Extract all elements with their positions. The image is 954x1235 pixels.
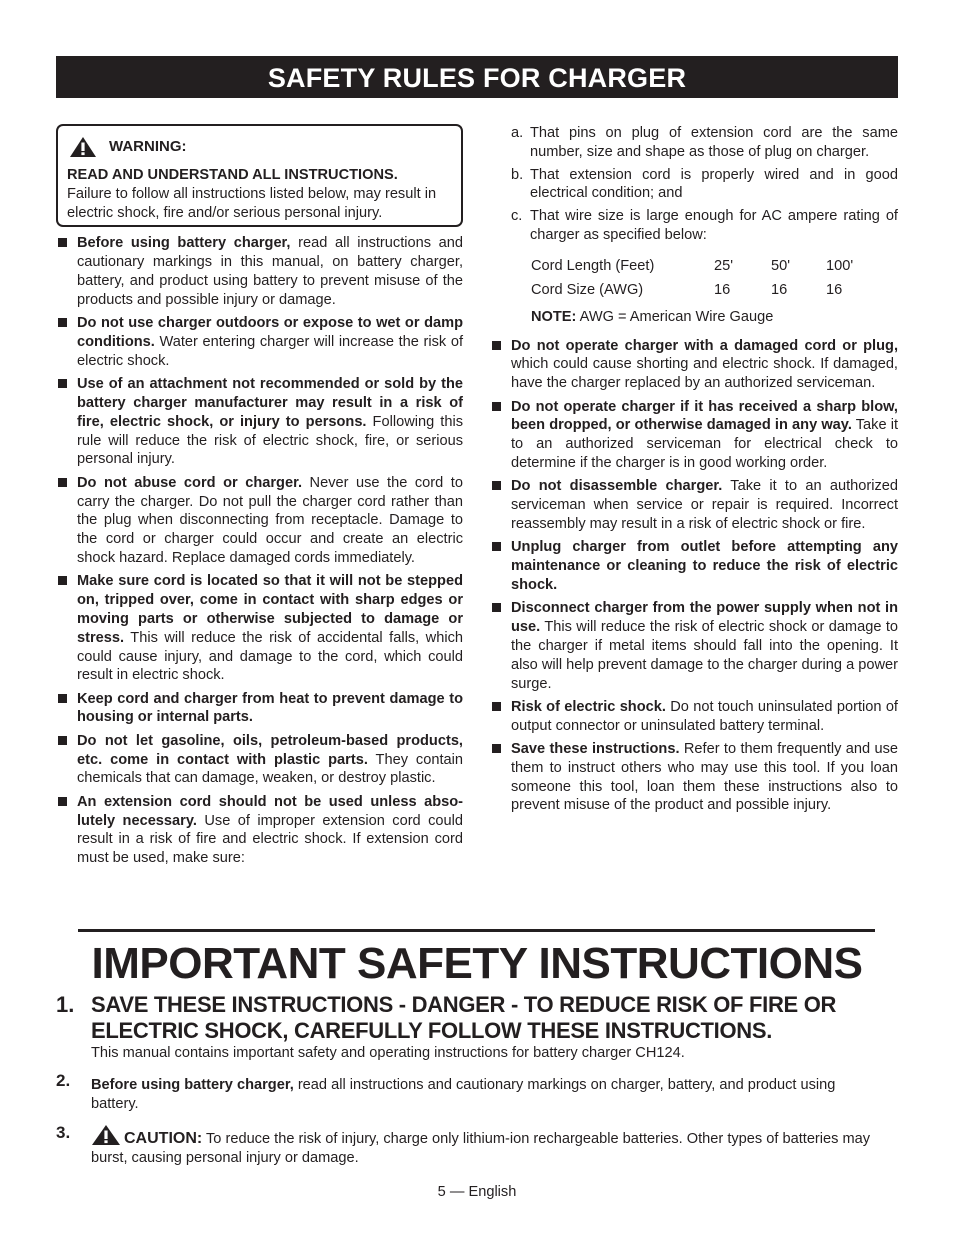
instruction-1	[56, 992, 876, 1063]
rule-text: read all instructions and cautionary markings in this manual, on battery charger, battery, and product using battery to prevent misuse of the products and possible injury or damage.	[77, 235, 463, 308]
warning-body: Failure to follow all instructions listed below, may result in electric shock, fire and/or serious personal injury.	[67, 185, 437, 221]
awg-note	[490, 308, 898, 327]
rule-text: Use of improper extension cord could result in a risk of fire and electric shock. If extension cord must be used, make sure:	[77, 812, 463, 867]
rule-text: Following this rule will reduce the risk of electric shock, fire, or serious personal injury.	[77, 413, 463, 468]
rule-text: They contain chemicals that can damage, weaken, or destroy plastic.	[77, 751, 463, 787]
table-cell: 25'	[714, 257, 734, 274]
rule-item	[56, 314, 463, 370]
rule-item	[56, 375, 463, 469]
square-bullet-icon	[492, 341, 501, 350]
rule-item	[490, 337, 898, 393]
check-text: That extension cord is properly wired and in good electrical condition; and	[530, 166, 898, 202]
check-letter: b.	[511, 166, 524, 183]
square-bullet-icon	[492, 481, 501, 490]
table-cell: 100'	[826, 257, 854, 274]
table-cell: Cord Length (Feet)	[531, 257, 655, 274]
rule-bold: Unplug charger from outlet before attempting any maintenance or cleaning to reduce the risk of electric shock.	[511, 539, 898, 593]
check-letter: c.	[511, 208, 523, 225]
section-title-bar	[56, 56, 898, 98]
caution-label: CAUTION:	[124, 1130, 203, 1147]
warning-lead: READ AND UNDERSTAND ALL INSTRUCTIONS.	[67, 167, 398, 183]
left-rule-list	[56, 234, 463, 868]
rule-bold: Do not let gasoline, oils, petroleum-based products, etc. come in contact with plastic parts.	[77, 732, 463, 768]
square-bullet-icon	[58, 736, 67, 745]
section-divider	[78, 929, 875, 932]
extension-cord-checklist	[490, 124, 898, 245]
square-bullet-icon	[492, 542, 501, 551]
square-bullet-icon	[492, 603, 501, 612]
warning-header	[67, 136, 452, 158]
rule-item	[56, 732, 463, 788]
square-bullet-icon	[492, 702, 501, 711]
table-cell: 16	[771, 281, 788, 298]
square-bullet-icon	[58, 379, 67, 388]
rule-text: Take it to an authorized serviceman when service or repair is required. Incorrect reassembly may result in a risk of electric shock or fire.	[511, 478, 898, 532]
rule-item	[56, 572, 463, 685]
rule-text: This will reduce the risk of electric shock or damage to the charger if metal items should fall into the opening. It also will help prevent damage to the charger during a power surge.	[511, 619, 898, 692]
instruction-bold: Before using battery charger,	[91, 1077, 294, 1093]
check-item	[490, 207, 898, 245]
check-text: That wire size is large enough for AC ampere rating of charger as specified below:	[530, 208, 898, 243]
right-column	[490, 124, 898, 820]
table-cell: Cord Size (AWG)	[531, 281, 644, 298]
table-cell: 16	[826, 281, 843, 298]
rule-item	[490, 477, 898, 533]
page-footer: 5 — English	[437, 1184, 517, 1200]
rule-text: Refer to them frequently and use them to instruct others who may use this tool. If you loan someone this tool, loan them these instructions also to prevent misuse of the product and possible injury.	[511, 741, 898, 814]
rule-bold: Do not operate charger with a damaged cord or plug,	[511, 337, 898, 354]
rule-item	[56, 690, 463, 728]
square-bullet-icon	[58, 797, 67, 806]
rule-bold: Do not disassemble charger.	[511, 478, 723, 495]
square-bullet-icon	[492, 402, 501, 411]
instruction-text: To reduce the risk of injury, charge only lithium-ion rechargeable batteries. Other types of batteries may burst, causing personal injury or damage.	[91, 1131, 871, 1166]
rule-text: which could cause shorting and electric shock. If damaged, have the charger replaced by an authorized serviceman.	[511, 356, 898, 392]
table-cell: 16	[714, 281, 731, 298]
right-rule-list	[490, 337, 898, 816]
rule-bold: An extension cord should not be used unless abso-lutely necessary.	[77, 793, 463, 829]
rule-bold: Make sure cord is located so that it will not be stepped on, tripped over, come in contact with sharp edges or moving parts or otherwise subjected to damage or stress.	[77, 573, 463, 646]
rule-bold: Do not abuse cord or charger.	[77, 474, 302, 491]
note-label: NOTE:	[531, 308, 577, 325]
instruction-text: read all instructions and cautionary markings on charger, battery, and product using battery.	[91, 1077, 836, 1112]
section-title: SAFETY RULES FOR CHARGER	[267, 63, 687, 93]
square-bullet-icon	[58, 576, 67, 585]
instruction-body	[91, 1124, 876, 1168]
rule-item	[490, 740, 898, 815]
rule-bold: Do not use charger outdoors or expose to wet or damp conditions.	[77, 315, 463, 350]
rule-item	[490, 538, 898, 594]
warning-box	[56, 124, 463, 227]
table-row	[531, 257, 853, 281]
check-text: That pins on plug of extension cord are the same number, size and shape as those of plug on charger.	[530, 125, 898, 160]
check-item	[490, 166, 898, 204]
caution-triangle-icon	[91, 1124, 121, 1146]
instruction-number: 2.	[56, 1071, 71, 1090]
left-column	[56, 124, 463, 873]
rule-text: Do not touch uninsulated portion of output connector or uninsulated battery terminal.	[511, 698, 898, 734]
instruction-heading: SAVE THESE INSTRUCTIONS - DANGER - TO REDUCE RISK OF FIRE OR ELECTRIC SHOCK, CAREFULLY FOLLOW THESE INSTRUCTIONS.	[91, 992, 837, 1043]
rule-item	[490, 398, 898, 473]
rule-item	[56, 793, 463, 868]
instruction-2	[56, 1071, 876, 1114]
rule-text: This will reduce the risk of accidental falls, which could cause injury, and damage to the cord, which could result in electric shock.	[77, 629, 463, 684]
table-row	[531, 281, 853, 305]
rule-text: Take it to an authorized serviceman for electrical check to determine if the charger is in good working order.	[511, 417, 898, 471]
instruction-number: 3.	[56, 1123, 71, 1142]
rule-text: Water entering charger will increase the risk of electric shock.	[77, 333, 463, 369]
instruction-text: This manual contains important safety and operating instructions for battery charger CH124.	[91, 1045, 685, 1061]
important-title: IMPORTANT SAFETY INSTRUCTIONS	[91, 939, 863, 988]
rule-item	[56, 234, 463, 309]
rule-bold: Keep cord and charger from heat to prevent damage to housing or internal parts.	[77, 690, 463, 726]
rule-item	[490, 599, 898, 693]
warning-label: WARNING:	[109, 137, 187, 155]
rule-bold: Save these instructions.	[511, 741, 680, 758]
square-bullet-icon	[58, 238, 67, 247]
table-cell: 50'	[771, 257, 791, 274]
instruction-body	[91, 1076, 876, 1114]
check-letter: a.	[511, 125, 524, 141]
square-bullet-icon	[58, 318, 67, 327]
rule-bold: Before using battery charger,	[77, 235, 291, 252]
rule-item	[56, 474, 463, 568]
check-item	[490, 124, 898, 162]
rule-item	[490, 698, 898, 736]
square-bullet-icon	[492, 744, 501, 753]
instruction-3	[56, 1124, 876, 1168]
rule-text: Never use the cord to carry the charger. Do not pull the charger cord rather than the plug when disconnecting from receptacle. Damage to the cord or charger could occur and create an electric shock hazard. Replace damaged cords immediately.	[77, 474, 463, 566]
square-bullet-icon	[58, 478, 67, 487]
note-text: AWG = American Wire Gauge	[576, 308, 774, 325]
cord-size-table	[531, 257, 853, 305]
rule-bold: Disconnect charger from the power supply when not in use.	[511, 600, 898, 636]
warning-triangle-icon	[69, 136, 97, 158]
rule-bold: Risk of electric shock.	[511, 698, 666, 715]
square-bullet-icon	[58, 694, 67, 703]
rule-bold: Use of an attachment not recommended or sold by the battery charger manufacturer may result in a risk of fire, electric shock, or injury to persons.	[77, 376, 463, 430]
rule-bold: Do not operate charger if it has received a sharp blow, been dropped, or otherwise damaged in any way.	[511, 398, 898, 434]
instruction-number: 1.	[56, 992, 75, 1017]
